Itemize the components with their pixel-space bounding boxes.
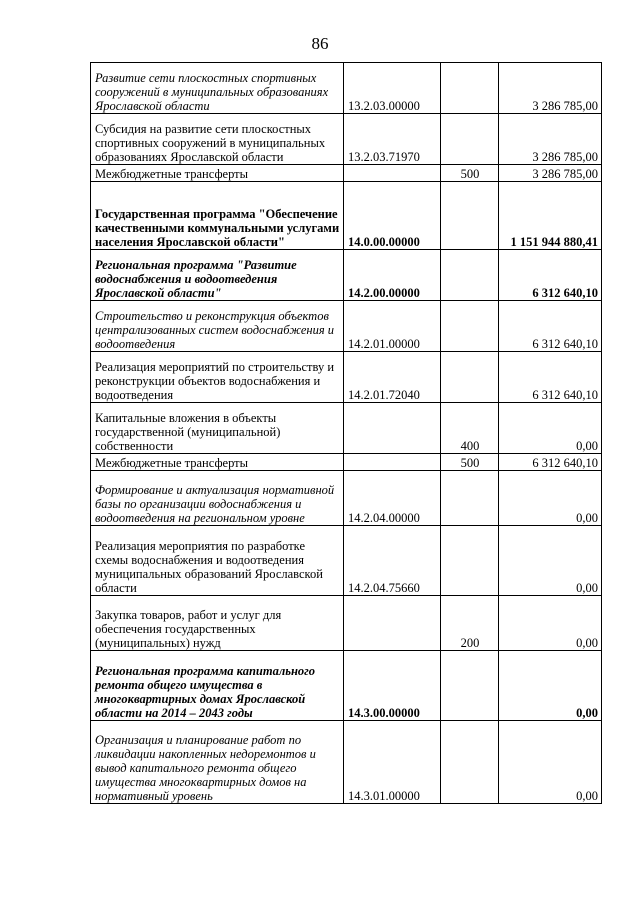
row-sum-cell: 0,00 (499, 526, 602, 596)
row-name-cell: Строительство и реконструкция объектов централизованных систем водоснабжения и водоотведения (91, 301, 344, 352)
row-type-cell (441, 250, 499, 301)
row-code-cell: 13.2.03.00000 (344, 63, 441, 114)
row-name-cell: Развитие сети плоскостных спортивных сооружений в муниципальных образованиях Ярославской области (91, 63, 344, 114)
row-sum-cell: 0,00 (499, 596, 602, 651)
row-type-cell (441, 114, 499, 165)
row-name-cell: Субсидия на развитие сети плоскостных спортивных сооружений в муниципальных образованиях Ярославской области (91, 114, 344, 165)
row-type-cell (441, 182, 499, 250)
row-code-cell: 14.2.00.00000 (344, 250, 441, 301)
table-row (91, 526, 602, 596)
row-name-cell: Организация и планирование работ по ликвидации накопленных недоремонтов и вывод капитального ремонта общего имущества многоквартирных домов на нормативный уровень (91, 721, 344, 804)
row-code-cell: 14.2.01.00000 (344, 301, 441, 352)
table-row (91, 403, 602, 454)
row-code-cell (344, 596, 441, 651)
table-row (91, 471, 602, 526)
row-name-cell: Формирование и актуализация нормативной базы по организации водоснабжения и водоотведения на региональном уровне (91, 471, 344, 526)
row-type-cell (441, 63, 499, 114)
row-type-cell (441, 526, 499, 596)
budget-table-body (91, 63, 602, 804)
table-row (91, 352, 602, 403)
page-number: 86 (311, 34, 329, 53)
row-code-cell (344, 403, 441, 454)
row-name-cell: Реализация мероприятий по строительству и реконструкции объектов водоснабжения и водоотведения (91, 352, 344, 403)
row-type-cell: 500 (441, 454, 499, 471)
table-row (91, 454, 602, 471)
row-sum-cell: 3 286 785,00 (499, 165, 602, 182)
row-name-cell: Государственная программа "Обеспечение качественными коммунальными услугами населения Ярославской области" (91, 182, 344, 250)
row-sum-cell: 6 312 640,10 (499, 352, 602, 403)
table-row (91, 182, 602, 250)
row-type-cell: 400 (441, 403, 499, 454)
budget-table (90, 62, 602, 804)
row-name-cell: Реализация мероприятия по разработке схемы водоснабжения и водоотведения муниципальных образований Ярославской области (91, 526, 344, 596)
row-sum-cell: 0,00 (499, 721, 602, 804)
row-name-cell: Капитальные вложения в объекты государственной (муниципальной) собственности (91, 403, 344, 454)
row-code-cell (344, 454, 441, 471)
row-type-cell (441, 471, 499, 526)
row-name-cell: Региональная программа "Развитие водоснабжения и водоотведения Ярославской области" (91, 250, 344, 301)
row-sum-cell: 6 312 640,10 (499, 301, 602, 352)
table-row (91, 721, 602, 804)
table-row (91, 114, 602, 165)
row-sum-cell: 3 286 785,00 (499, 114, 602, 165)
row-name-cell: Закупка товаров, работ и услуг для обеспечения государственных (муниципальных) нужд (91, 596, 344, 651)
row-code-cell: 14.3.00.00000 (344, 651, 441, 721)
row-type-cell: 200 (441, 596, 499, 651)
row-sum-cell: 0,00 (499, 471, 602, 526)
row-sum-cell: 3 286 785,00 (499, 63, 602, 114)
row-code-cell: 14.2.04.75660 (344, 526, 441, 596)
row-type-cell: 500 (441, 165, 499, 182)
row-sum-cell: 6 312 640,10 (499, 454, 602, 471)
row-sum-cell: 6 312 640,10 (499, 250, 602, 301)
row-type-cell (441, 651, 499, 721)
table-row (91, 301, 602, 352)
row-code-cell: 14.3.01.00000 (344, 721, 441, 804)
table-row (91, 63, 602, 114)
row-sum-cell: 0,00 (499, 651, 602, 721)
row-code-cell: 14.0.00.00000 (344, 182, 441, 250)
row-code-cell: 14.2.01.72040 (344, 352, 441, 403)
row-name-cell: Межбюджетные трансферты (91, 454, 344, 471)
table-row (91, 250, 602, 301)
row-name-cell: Межбюджетные трансферты (91, 165, 344, 182)
row-name-cell: Региональная программа капитального ремонта общего имущества в многоквартирных домах Ярославской области на 2014 – 2043 годы (91, 651, 344, 721)
row-sum-cell: 1 151 944 880,41 (499, 182, 602, 250)
row-type-cell (441, 721, 499, 804)
row-code-cell: 14.2.04.00000 (344, 471, 441, 526)
row-type-cell (441, 352, 499, 403)
table-row (91, 596, 602, 651)
table-row (91, 651, 602, 721)
row-type-cell (441, 301, 499, 352)
row-code-cell (344, 165, 441, 182)
row-sum-cell: 0,00 (499, 403, 602, 454)
row-code-cell: 13.2.03.71970 (344, 114, 441, 165)
table-row (91, 165, 602, 182)
